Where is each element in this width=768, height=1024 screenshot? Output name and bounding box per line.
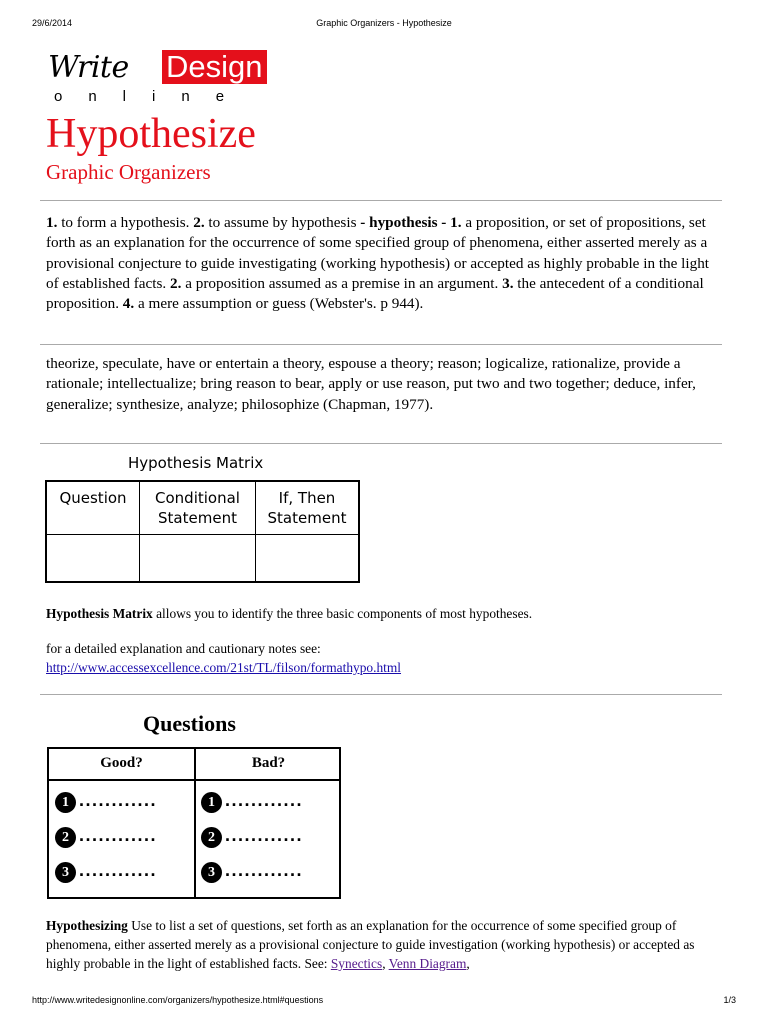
explanation-link[interactable]: http://www.accessexcellence.com/21st/TL/filson/formathypo.html <box>46 660 402 675</box>
good-item: 1 ............ <box>55 792 157 814</box>
print-header <box>32 18 736 30</box>
divider <box>40 694 722 695</box>
matrix-description: Hypothesis Matrix allows you to identify the three basic components of most hypotheses. <box>46 606 533 621</box>
page-subtitle: Graphic Organizers <box>46 160 211 184</box>
good-item: 3 ............ <box>55 862 157 884</box>
hypothesis-matrix-caption: Hypothesis Matrix <box>128 454 264 472</box>
matrix-header-if-then: If, Then Statement <box>256 481 360 535</box>
print-page-number: 1/3 <box>723 995 736 1005</box>
synonyms-paragraph: theorize, speculate, have or entertain a theory, espouse a theory; reason; logicalize, rationalize, provide a rationale; intellectualize; bring reason to bear, apply or use reason, put two and two together; deduce, infer, generalize; synthesize, analyze; philosophize (Chapman, 1977). <box>46 355 696 413</box>
matrix-cell <box>256 535 360 583</box>
logo-write: Write <box>48 50 129 85</box>
hypothesis-matrix-table <box>45 480 360 583</box>
logo-online: online <box>54 88 251 105</box>
number-two-icon: 2 <box>55 827 76 848</box>
divider <box>40 200 722 201</box>
page-title: Hypothesize <box>46 111 256 157</box>
venn-diagram-link[interactable]: Venn Diagram <box>388 956 467 971</box>
number-two-icon: 2 <box>201 827 222 848</box>
print-url: http://www.writedesignonline.com/organizers/hypothesize.html#questions <box>32 995 324 1005</box>
number-one-icon: 1 <box>201 792 222 813</box>
bad-item: 1 ............ <box>201 792 303 814</box>
divider <box>40 443 722 444</box>
divider <box>40 344 722 345</box>
matrix-cell <box>46 535 140 583</box>
matrix-cell <box>140 535 256 583</box>
bad-item: 2 ............ <box>201 827 303 849</box>
good-header: Good? <box>100 755 143 771</box>
number-one-icon: 1 <box>55 792 76 813</box>
bad-item: 3 ............ <box>201 862 303 884</box>
questions-title: Questions <box>143 711 236 736</box>
number-three-icon: 3 <box>201 862 222 883</box>
site-logo[interactable] <box>48 50 280 104</box>
matrix-header-question: Question <box>46 481 140 535</box>
synectics-link[interactable]: Synectics <box>330 956 383 971</box>
print-date: 29/6/2014 <box>32 18 73 28</box>
definition-paragraph: 1. to form a hypothesis. 2. to assume by hypothesis - hypothesis - 1. a proposition, or set of propositions, set forth as an explanation for the occurrence of some specified group of phenomena, either asserted merely as a provisional conjecture to guide investigating (working hypothesis) or accepted as highly probable in the light of established facts. 2. a proposition assumed as a premise in an argument. 3. the antecedent of a conditional proposition. 4. a mere assumption or guess (Webster's. p 944). <box>46 214 710 313</box>
number-three-icon: 3 <box>55 862 76 883</box>
explanation-link-line <box>46 658 401 677</box>
explanation-note: for a detailed explanation and cautionary notes see: <box>46 641 321 656</box>
questions-organizer <box>47 747 341 899</box>
bad-header: Bad? <box>251 755 286 771</box>
hypothesizing-paragraph: Hypothesizing Use to list a set of questions, set forth as an explanation for the occurrence of some specified group of phenomena, either asserted merely as a provisional conjecture to guide investigation (working hypothesis) or accepted as highly probable in the light of established facts. See: Synectics, Venn Diagram, <box>46 918 695 971</box>
logo-design: Design <box>162 50 267 84</box>
matrix-header-conditional: Conditional Statement <box>140 481 256 535</box>
good-item: 2 ............ <box>55 827 157 849</box>
print-page-title: Graphic Organizers - Hypothesize <box>316 18 452 28</box>
print-footer <box>32 995 736 1007</box>
